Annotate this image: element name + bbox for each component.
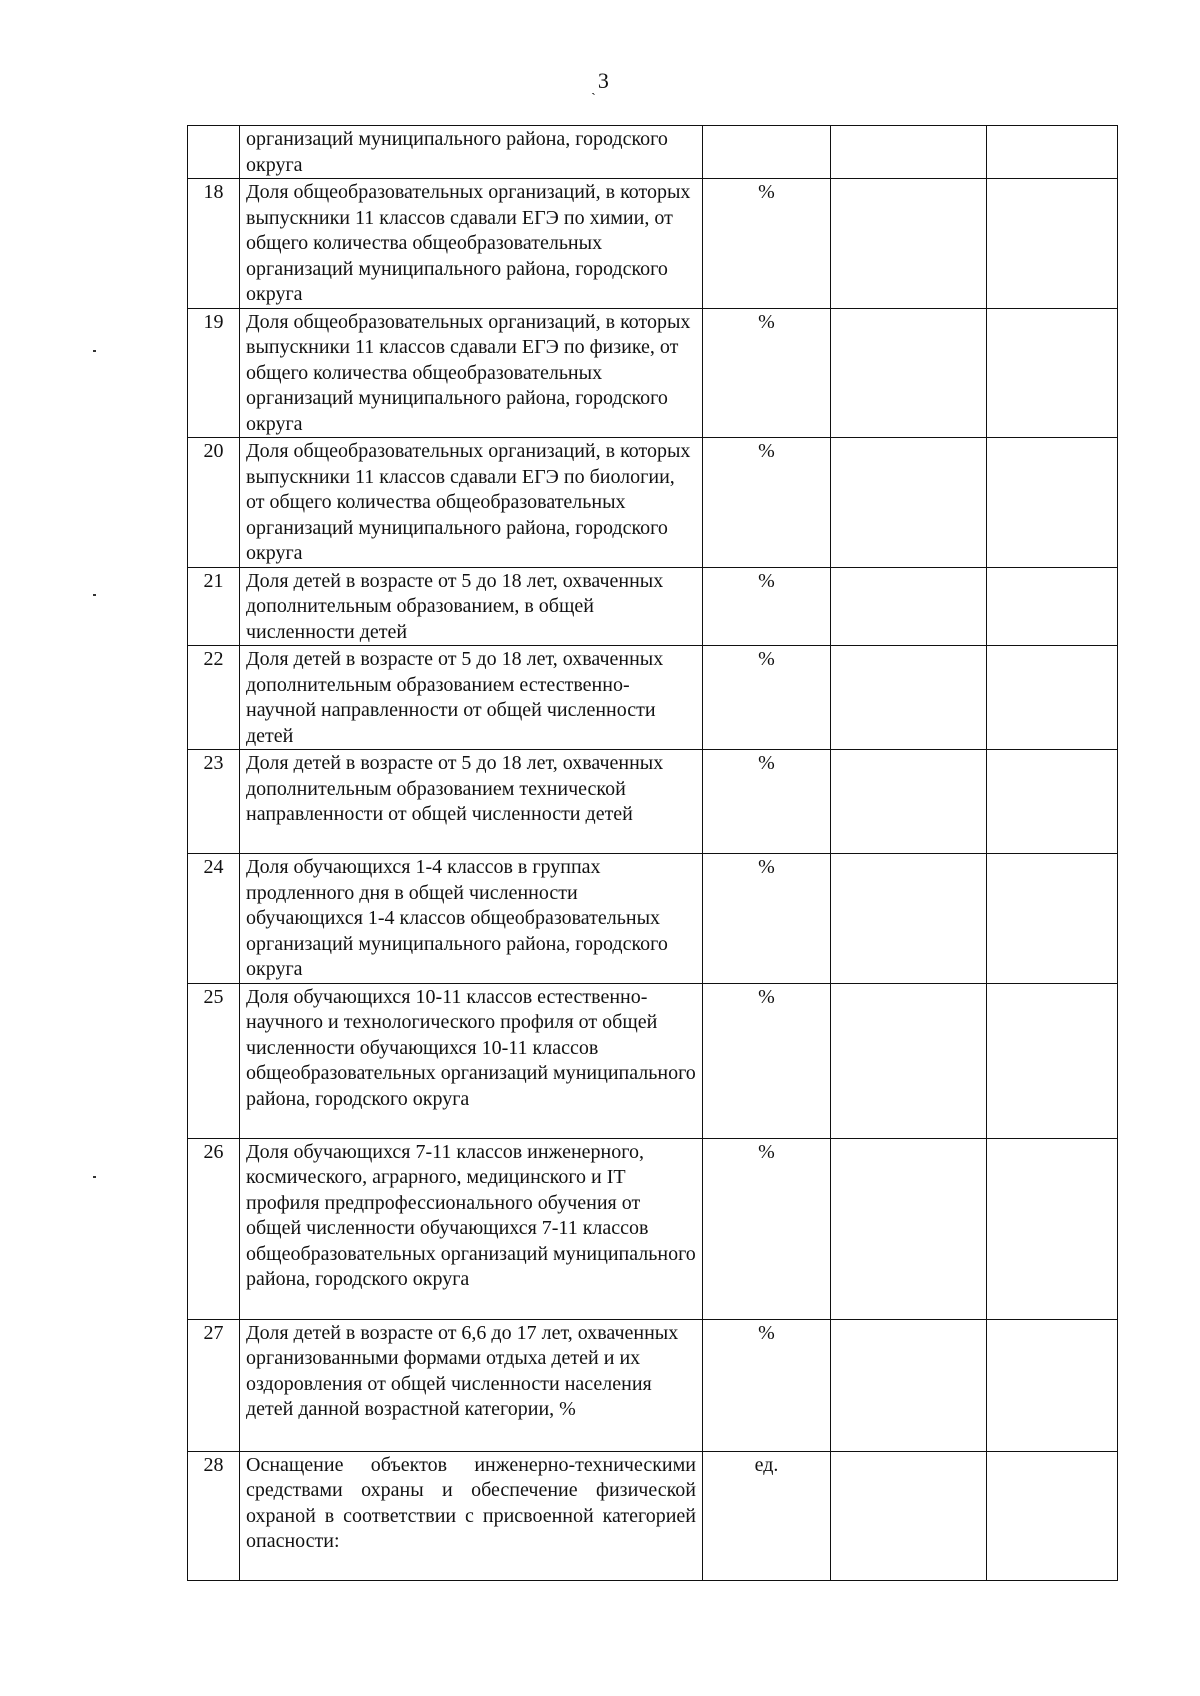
row-number: 27 — [188, 1319, 240, 1451]
value-cell — [987, 179, 1118, 309]
table-row — [188, 983, 1118, 1138]
scan-speck — [93, 1176, 96, 1178]
table-row — [188, 1319, 1118, 1451]
indicator-name: Доля детей в возрасте от 6,6 до 17 лет, охваченных организованными формами отдыха детей и их оздоровления от общей численности населения детей данной возрастной категории, % — [240, 1319, 703, 1451]
value-cell — [987, 567, 1118, 646]
table-row — [188, 126, 1118, 179]
unit-cell: % — [703, 438, 831, 568]
value-cell — [831, 438, 987, 568]
indicator-name: Доля детей в возрасте от 5 до 18 лет, охваченных дополнительным образованием, в общей численности детей — [240, 567, 703, 646]
value-cell — [831, 750, 987, 854]
scan-speck — [93, 350, 96, 352]
indicator-name: Доля детей в возрасте от 5 до 18 лет, охваченных дополнительным образованием естественно-научной направленности от общей численности детей — [240, 646, 703, 750]
value-cell — [987, 438, 1118, 568]
value-cell — [831, 126, 987, 179]
value-cell — [987, 1451, 1118, 1580]
indicator-name: Доля общеобразовательных организаций, в которых выпускники 11 классов сдавали ЕГЭ по физике, от общего количества общеобразовательных организаций муниципального района, городского округа — [240, 308, 703, 438]
page-number-mark: ˎ — [591, 81, 596, 96]
row-number: 19 — [188, 308, 240, 438]
unit-cell: % — [703, 179, 831, 309]
value-cell — [987, 646, 1118, 750]
unit-cell: % — [703, 750, 831, 854]
indicator-name: организаций муниципального района, городского округа — [240, 126, 703, 179]
row-number: 28 — [188, 1451, 240, 1580]
value-cell — [831, 854, 987, 984]
table-row — [188, 179, 1118, 309]
value-cell — [831, 1138, 987, 1319]
value-cell — [987, 983, 1118, 1138]
unit-cell: ед. — [703, 1451, 831, 1580]
table-row — [188, 1451, 1118, 1580]
unit-cell: % — [703, 308, 831, 438]
unit-cell: % — [703, 567, 831, 646]
value-cell — [831, 646, 987, 750]
unit-cell: % — [703, 983, 831, 1138]
row-number: 24 — [188, 854, 240, 984]
row-number: 20 — [188, 438, 240, 568]
indicator-name: Доля обучающихся 7-11 классов инженерного, космического, аграрного, медицинского и IT профиля предпрофессионального обучения от общей численности обучающихся 7-11 классов общеобразовательных организаций муниципального района, городского округа — [240, 1138, 703, 1319]
scan-speck — [93, 594, 96, 596]
page-number-value: 3 — [597, 68, 609, 93]
indicators-table — [187, 125, 1118, 1581]
table-row — [188, 438, 1118, 568]
value-cell — [987, 308, 1118, 438]
indicator-name: Оснащение объектов инженерно-техническими средствами охраны и обеспечение физической охраной в соответствии с присвоенной категорией опасности: — [240, 1451, 703, 1580]
indicator-name: Доля общеобразовательных организаций, в которых выпускники 11 классов сдавали ЕГЭ по химии, от общего количества общеобразовательных организаций муниципального района, городского округа — [240, 179, 703, 309]
value-cell — [831, 1451, 987, 1580]
value-cell — [987, 1319, 1118, 1451]
table-row — [188, 1138, 1118, 1319]
row-number: 18 — [188, 179, 240, 309]
value-cell — [831, 179, 987, 309]
table-row — [188, 646, 1118, 750]
value-cell — [831, 308, 987, 438]
row-number: 22 — [188, 646, 240, 750]
page-number — [0, 68, 1200, 94]
unit-cell — [703, 126, 831, 179]
unit-cell: % — [703, 1319, 831, 1451]
table-row — [188, 308, 1118, 438]
value-cell — [831, 983, 987, 1138]
row-number: 25 — [188, 983, 240, 1138]
value-cell — [987, 750, 1118, 854]
table-row — [188, 567, 1118, 646]
indicator-name: Доля обучающихся 1-4 классов в группах продленного дня в общей численности обучающихся 1-4 классов общеобразовательных организаций муниципального района, городского округа — [240, 854, 703, 984]
value-cell — [987, 126, 1118, 179]
row-number — [188, 126, 240, 179]
value-cell — [987, 1138, 1118, 1319]
row-number: 26 — [188, 1138, 240, 1319]
value-cell — [831, 1319, 987, 1451]
row-number: 21 — [188, 567, 240, 646]
value-cell — [831, 567, 987, 646]
table-row — [188, 750, 1118, 854]
indicator-name: Доля детей в возрасте от 5 до 18 лет, охваченных дополнительным образованием технической направленности от общей численности детей — [240, 750, 703, 854]
table-row — [188, 854, 1118, 984]
indicator-name: Доля обучающихся 10-11 классов естественно-научного и технологического профиля от общей численности обучающихся 10-11 классов общеобразовательных организаций муниципального района, городского округа — [240, 983, 703, 1138]
indicator-name: Доля общеобразовательных организаций, в которых выпускники 11 классов сдавали ЕГЭ по биологии, от общего количества общеобразовательных организаций муниципального района, городского округа — [240, 438, 703, 568]
value-cell — [987, 854, 1118, 984]
unit-cell: % — [703, 1138, 831, 1319]
unit-cell: % — [703, 854, 831, 984]
row-number: 23 — [188, 750, 240, 854]
unit-cell: % — [703, 646, 831, 750]
